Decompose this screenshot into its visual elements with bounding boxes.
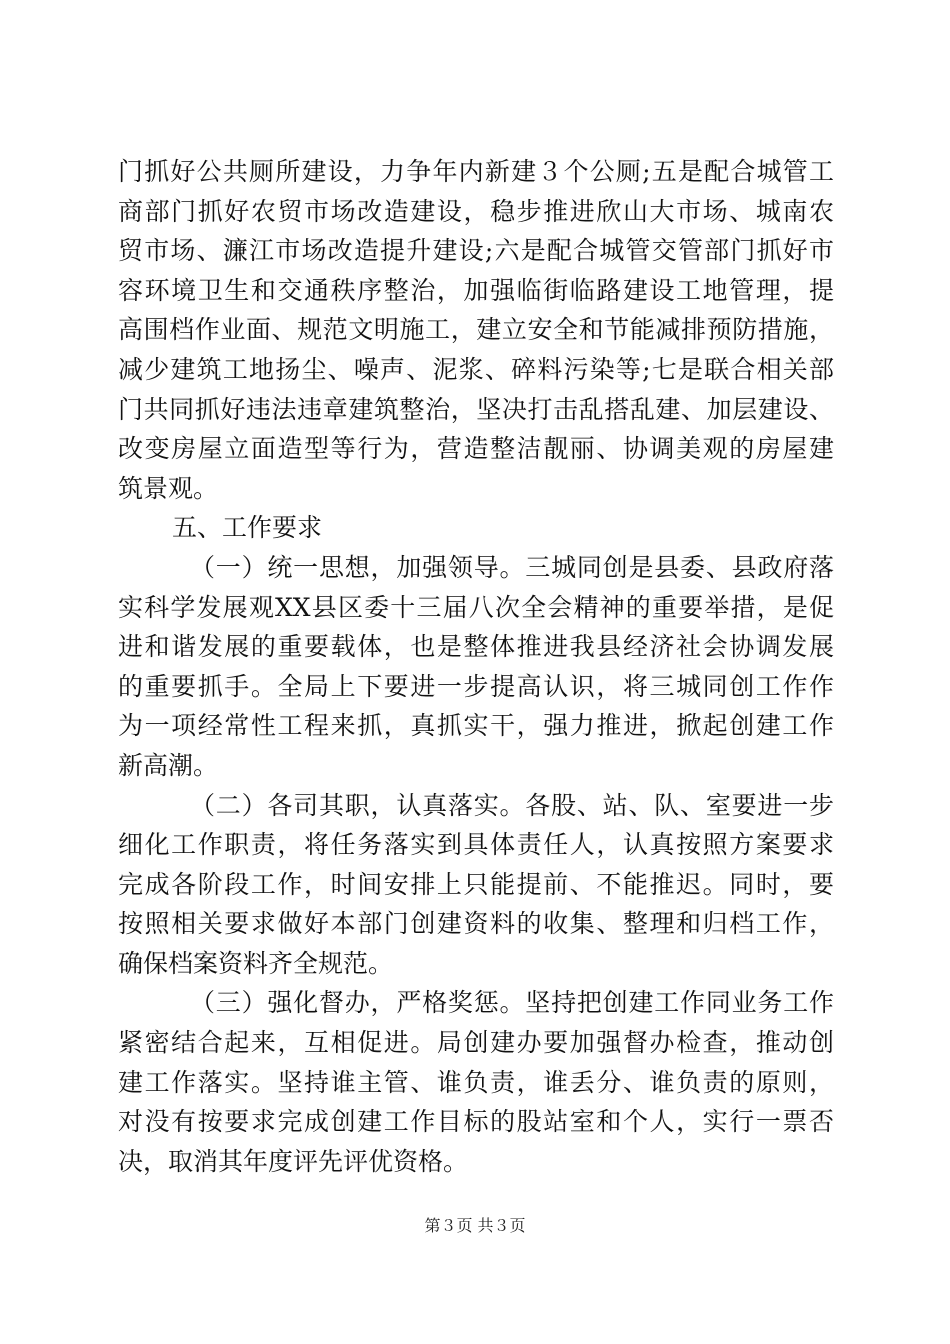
text-line: （三）强化督办，严格奖惩。坚持把创建工作同业务工作 bbox=[190, 988, 834, 1018]
text-line: 门抓好公共厕所建设，力争年内新建３个公厕;五是配合城管工 bbox=[118, 157, 834, 186]
text-line: 门共同抓好违法违章建筑整治，坚决打击乱搭乱建、加层建设、 bbox=[118, 394, 834, 424]
text-line: 完成各阶段工作，时间安排上只能提前、不能推迟。同时，要 bbox=[118, 869, 834, 899]
text-line: （二）各司其职，认真落实。各股、站、队、室要进一步 bbox=[190, 790, 834, 820]
text-line: 筑景观。 bbox=[118, 473, 219, 503]
text-line: 细化工作职责，将任务落实到具体责任人，认真按照方案要求 bbox=[118, 830, 834, 860]
text-line: 减少建筑工地扬尘、噪声、泥浆、碎料污染等;七是联合相关部 bbox=[118, 354, 834, 384]
text-line: 商部门抓好农贸市场改造建设，稳步推进欣山大市场、城南农 bbox=[118, 196, 834, 226]
text-line: （一）统一思想，加强领导。三城同创是县委、县政府落 bbox=[190, 552, 834, 582]
text-line: 实科学发展观XX县区委十三届八次全会精神的重要举措，是促 bbox=[118, 592, 834, 622]
text-line: 新高潮。 bbox=[118, 750, 219, 780]
document-body bbox=[118, 152, 834, 1181]
text-line: 的重要抓手。全局上下要进一步提高认识，将三城同创工作作 bbox=[118, 671, 834, 701]
text-line: 容环境卫生和交通秩序整治，加强临街临路建设工地管理，提 bbox=[118, 275, 834, 305]
text-line: 决，取消其年度评先评优资格。 bbox=[118, 1146, 469, 1176]
text-line: 进和谐发展的重要载体，也是整体推进我县经济社会协调发展 bbox=[118, 632, 834, 662]
page-footer: 第３页 共３页 bbox=[424, 1216, 526, 1235]
text-line: 改变房屋立面造型等行为，营造整洁靓丽、协调美观的房屋建 bbox=[118, 434, 834, 464]
text-line: 对没有按要求完成创建工作目标的股站室和个人，实行一票否 bbox=[118, 1107, 834, 1137]
text-line: 紧密结合起来，互相促进。局创建办要加强督办检查，推动创 bbox=[118, 1028, 834, 1058]
text-line: 高围档作业面、规范文明施工，建立安全和节能减排预防措施， bbox=[118, 315, 834, 345]
text-line: 建工作落实。坚持谁主管、谁负责，谁丢分、谁负责的原则， bbox=[118, 1067, 834, 1097]
section-heading: 五、工作要求 bbox=[172, 513, 323, 543]
text-line: 为一项经常性工程来抓，真抓实干，强力推进，掀起创建工作 bbox=[118, 711, 834, 741]
text-line: 确保档案资料齐全规范。 bbox=[118, 948, 394, 978]
text-line: 按照相关要求做好本部门创建资料的收集、整理和归档工作， bbox=[118, 909, 834, 939]
text-line: 贸市场、濂江市场改造提升建设;六是配合城管交管部门抓好市 bbox=[118, 236, 834, 266]
